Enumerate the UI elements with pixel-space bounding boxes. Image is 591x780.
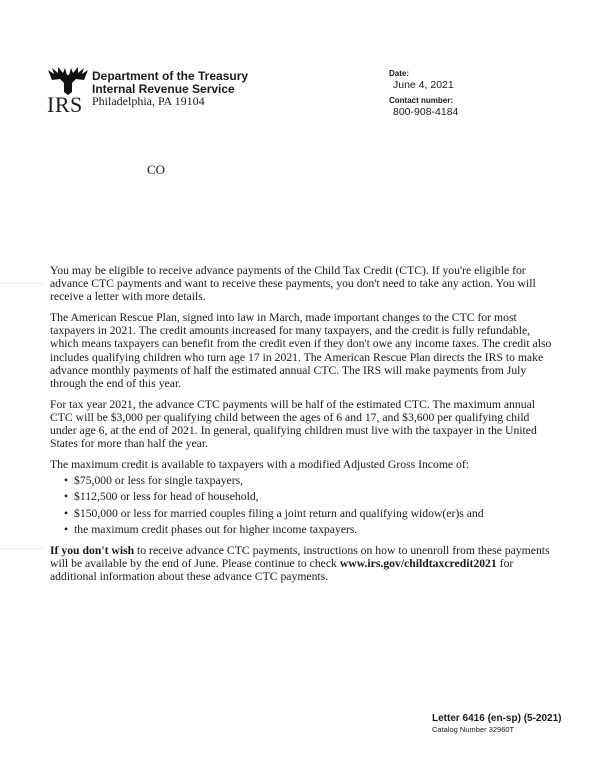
list-item: • $150,000 or less for married couples filing a joint return and qualifying widow(er)s and xyxy=(64,507,556,520)
catalog-number: Catalog Number 32960T xyxy=(432,725,515,734)
date-label: Date: xyxy=(389,69,410,78)
income-limits-list xyxy=(50,474,556,535)
paragraph: For tax year 2021, the advance CTC payments will be half of the estimated CTC. The maximum annual CTC will be $3,000 per qualifying child between the ages of 6 and 17, and $3,600 per qualifying child under age 6, at the end of 2021. In general, qualifying children must live with the taxpayer in the United States for more than half the year. xyxy=(50,397,537,451)
list-item: • $75,000 or less for single taxpayers, xyxy=(64,474,556,487)
service-name: Internal Revenue Service xyxy=(92,81,235,96)
letter-code: Letter 6416 (en-sp) (5-2021) xyxy=(432,713,562,724)
paragraph xyxy=(50,544,556,583)
paragraph: The maximum credit is available to taxpayers with a modified Adjusted Gross Income of: xyxy=(50,458,470,472)
date-value: June 4, 2021 xyxy=(393,79,454,91)
irs-logo-text: IRS xyxy=(47,92,83,117)
contact-label: Contact number: xyxy=(389,96,453,105)
department-name: Department of the Treasury xyxy=(92,69,249,83)
irs-website-link[interactable]: www.irs.gov/childtaxcredit2021 xyxy=(339,556,497,570)
letter-meta xyxy=(389,69,458,118)
office-city: Philadelphia, PA 19104 xyxy=(92,94,205,108)
letter-footer xyxy=(432,713,562,734)
paragraph: The American Rescue Plan, signed into law in March, made important changes to the CTC for most taxpayers in 2021. The credit amounts increased for many taxpayers, and the credit is fully refundable, which means taxpayers can benefit from the credit even if they don't owe any income taxes. The credit also includes qualifying children who turn age 17 in 2021. The American Rescue Plan directs the IRS to make advance monthly payments of half the estimated annual CTC. The IRS will make payments from July through the end of this year. xyxy=(50,311,552,390)
letter-body xyxy=(50,264,556,591)
list-item: • the maximum credit phases out for higher income taxpayers. xyxy=(64,523,556,536)
paragraph: You may be eligible to receive advance payments of the Child Tax Credit (CTC). If you're eligible for advance CTC payments and want to receive these payments, you don't need to take any action. You will receive a letter with more details. xyxy=(50,264,536,304)
paragraph-text: for additional information about these advance CTC payments. xyxy=(50,556,514,583)
paragraph-text: to receive advance CTC payments, instructions on how to unenroll from these payments will be available by the end of June. Please continue to check xyxy=(50,543,550,570)
contact-value: 800-908-4184 xyxy=(393,106,459,118)
list-item: • $112,500 or less for head of household, xyxy=(64,490,556,503)
agency-header xyxy=(92,70,248,108)
recipient-address: CO xyxy=(147,162,166,177)
emphasis-text: If you don't wish xyxy=(50,543,135,557)
fold-mark xyxy=(0,548,42,549)
fold-mark xyxy=(0,283,42,284)
